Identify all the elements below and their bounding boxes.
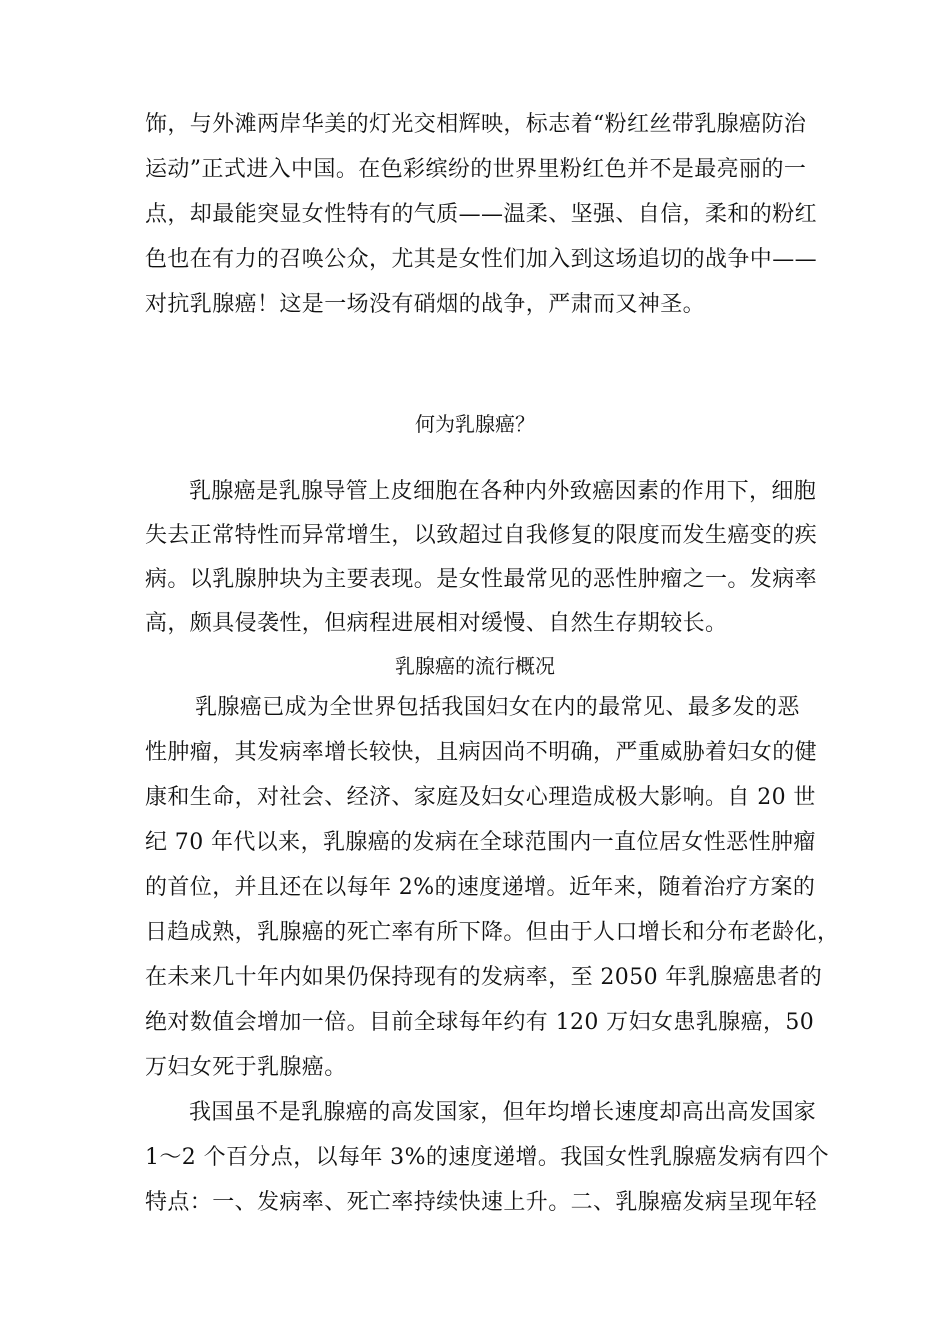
section1-line-4: 高，颇具侵袭性，但病程进展相对缓慢、自然生存期较长。 xyxy=(145,611,728,636)
section2-p1-line-9: 万妇女死于乳腺癌。 xyxy=(145,1055,347,1080)
section2-p1-line-5: 的首位，并且还在以每年 2%的速度递增。近年来，随着治疗方案的 xyxy=(145,875,816,900)
section2-p2-line-3: 特点：一、发病率、死亡率持续快速上升。二、乳腺癌发病呈现年轻 xyxy=(145,1190,818,1215)
section2-p2-line-1: 我国虽不是乳腺癌的高发国家，但年均增长速度却高出高发国家 xyxy=(189,1100,817,1125)
section-heading-epidemiology: 乳腺癌的流行概况 xyxy=(395,654,555,678)
section1-line-1: 乳腺癌是乳腺导管上皮细胞在各种内外致癌因素的作用下，细胞 xyxy=(189,479,817,504)
section-heading-what-is: 何为乳腺癌？ xyxy=(415,412,535,436)
intro-line-2: 运动”正式进入中国。在色彩缤纷的世界里粉红色并不是最亮丽的一 xyxy=(145,157,807,182)
section1-line-2: 失去正常特性而异常增生，以致超过自我修复的限度而发生癌变的疾 xyxy=(145,523,818,548)
section2-p1-line-4: 纪 70 年代以来，乳腺癌的发病在全球范围内一直位居女性恶性肿瘤 xyxy=(145,830,816,855)
intro-line-4: 色也在有力的召唤公众，尤其是女性们加入到这场追切的战争中—— xyxy=(145,247,818,272)
section2-p2-line-2: 1～2 个百分点，以每年 3%的速度递增。我国女性乳腺癌发病有四个 xyxy=(145,1145,830,1170)
section2-p1-line-7: 在未来几十年内如果仍保持现有的发病率，至 2050 年乳腺癌患者的 xyxy=(145,965,823,990)
section2-p1-line-1: 乳腺癌已成为全世界包括我国妇女在内的最常见、最多发的恶 xyxy=(195,695,800,720)
section2-p1-line-8: 绝对数值会增加一倍。目前全球每年约有 120 万妇女患乳腺癌，50 xyxy=(145,1010,815,1035)
section2-p1-line-6: 日趋成熟，乳腺癌的死亡率有所下降。但由于人口增长和分布老龄化， xyxy=(145,920,840,945)
section2-p1-line-2: 性肿瘤，其发病率增长较快，且病因尚不明确，严重威胁着妇女的健 xyxy=(145,740,818,765)
section1-line-3: 病。以乳腺肿块为主要表现。是女性最常见的恶性肿瘤之一。发病率 xyxy=(145,567,818,592)
intro-line-1: 饰，与外滩两岸华美的灯光交相辉映，标志着“粉红丝带乳腺癌防治 xyxy=(145,112,807,137)
section2-p1-line-3: 康和生命，对社会、经济、家庭及妇女心理造成极大影响。自 20 世 xyxy=(145,785,816,810)
intro-line-3: 点，却最能突显女性特有的气质——温柔、坚强、自信，柔和的粉红 xyxy=(145,202,818,227)
intro-line-5: 对抗乳腺癌！这是一场没有硝烟的战争，严肃而又神圣。 xyxy=(145,292,706,317)
